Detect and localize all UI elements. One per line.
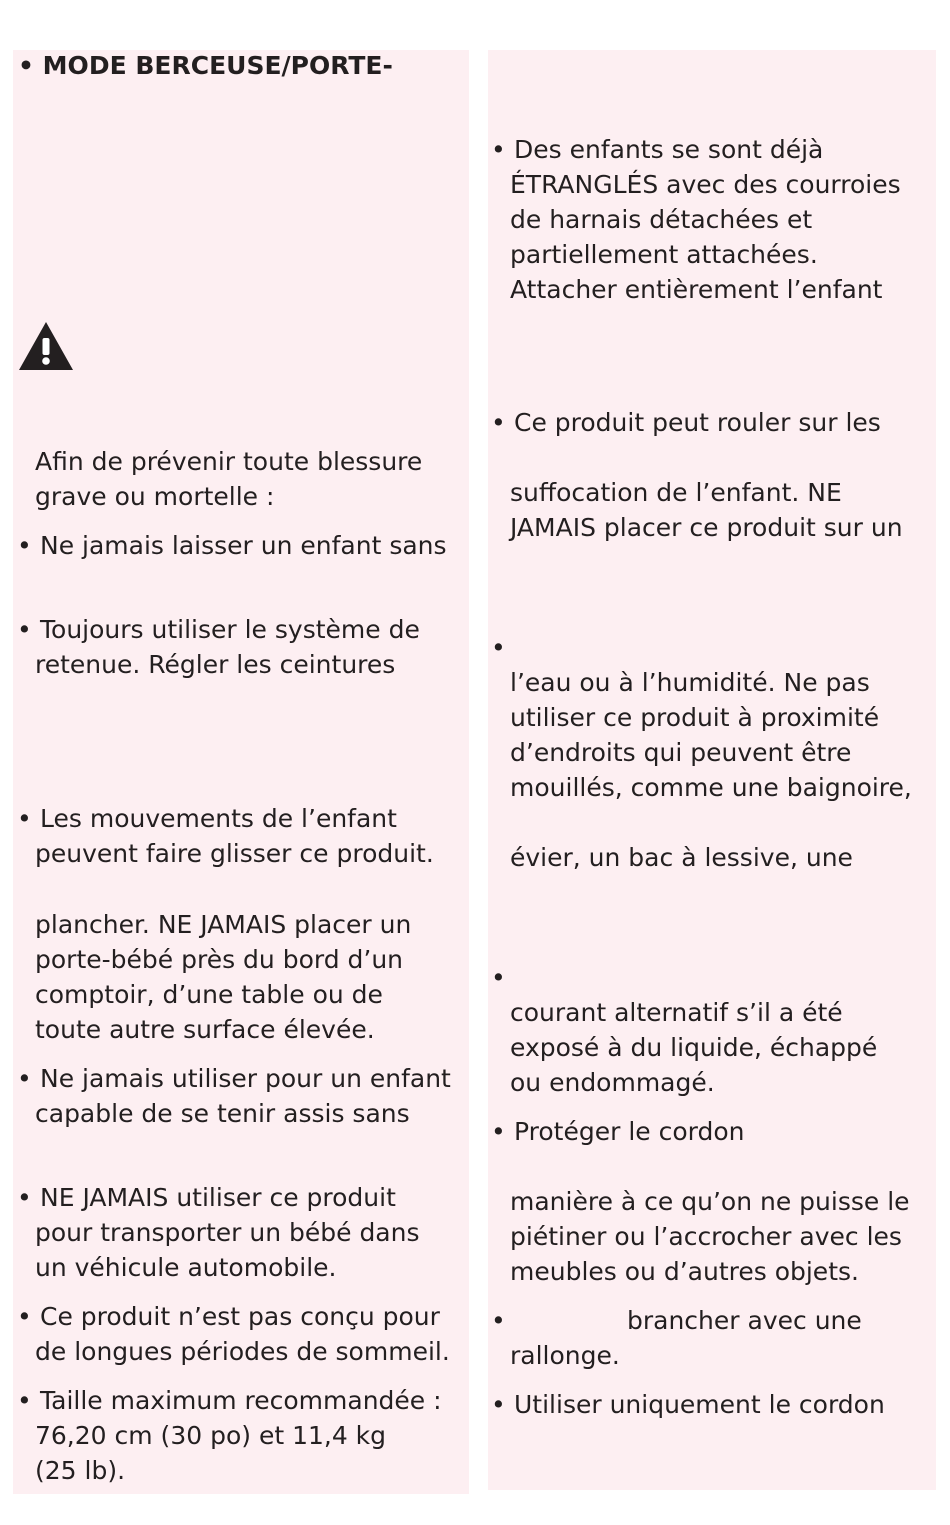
right-b4-cont-line-3: ou endommagé. [510, 1068, 715, 1097]
right-b1-line-2: ÉTRANGLÉS avec des courroies [510, 170, 901, 199]
left-b3-line-1: Les mouvements de l’enfant [40, 804, 397, 833]
right-b2-cont-line-1: suffocation de l’enfant. NE [510, 478, 842, 507]
right-b5-line-1: Protéger le cordon [514, 1117, 745, 1146]
left-b4-line-1: Ne jamais utiliser pour un enfant [40, 1064, 451, 1093]
right-b7-line-1: Utiliser uniquement le cordon [514, 1390, 885, 1419]
right-b3-cont2-line: évier, un bac à lessive, une [510, 843, 853, 872]
right-b1-line-5: Attacher entièrement l’enfant [510, 275, 883, 304]
right-b3-cont-line-4: mouillés, comme une baignoire, [510, 773, 912, 802]
right-b1-line-4: partiellement attachées. [510, 240, 818, 269]
left-b2-line-2: retenue. Régler les ceintures [35, 650, 396, 679]
bullet-dot: • [17, 615, 32, 644]
warning-triangle-icon [17, 320, 75, 372]
left-b7-line-1: Taille maximum recommandée : [40, 1386, 442, 1415]
right-b3-cont-line-3: d’endroits qui peuvent être [510, 738, 852, 767]
right-b6-cont-line: rallonge. [510, 1341, 620, 1370]
right-b1-line-3: de harnais détachées et [510, 205, 813, 234]
bullet-dot: • [17, 1183, 32, 1212]
section-heading: • MODE BERCEUSE/PORTE- [18, 51, 393, 80]
bullet-dot: • [491, 135, 506, 164]
left-b3-cont-line-3: comptoir, d’une table ou de [35, 980, 383, 1009]
left-b3-cont-line-2: porte-bébé près du bord d’un [35, 945, 404, 974]
bullet-dot: • [17, 1386, 32, 1415]
bullet-dot: • [17, 1302, 32, 1331]
left-b1-line-1: Ne jamais laisser un enfant sans [40, 531, 447, 560]
right-b3-cont-line-2: utiliser ce produit à proximité [510, 703, 880, 732]
left-b5-line-2: pour transporter un bébé dans [35, 1218, 420, 1247]
left-b3-cont-line-1: plancher. NE JAMAIS placer un [35, 910, 412, 939]
right-b3-cont-line-1: l’eau ou à l’humidité. Ne pas [510, 668, 870, 697]
bullet-dot: • [491, 633, 506, 662]
intro-line-2: grave ou mortelle : [35, 482, 275, 511]
left-b2-line-1: Toujours utiliser le système de [40, 615, 420, 644]
bullet-dot: • [491, 963, 506, 992]
left-b3-line-2: peuvent faire glisser ce produit. [35, 839, 434, 868]
right-b5-cont-line-3: meubles ou d’autres objets. [510, 1257, 859, 1286]
left-b3-cont-line-4: toute autre surface élevée. [35, 1015, 375, 1044]
right-b5-cont-line-1: manière à ce qu’on ne puisse le [510, 1187, 910, 1216]
right-b1-line-1: Des enfants se sont déjà [514, 135, 824, 164]
bullet-dot: • [491, 408, 506, 437]
left-b5-line-3: un véhicule automobile. [35, 1253, 337, 1282]
left-b7-line-3: (25 lb). [35, 1456, 126, 1485]
right-b2-line-1: Ce produit peut rouler sur les [514, 408, 881, 437]
right-b2-cont-line-2: JAMAIS placer ce produit sur un [510, 513, 903, 542]
bullet-dot: • [17, 531, 32, 560]
right-b6-line-1: brancher avec une [627, 1306, 862, 1335]
left-b5-line-1: NE JAMAIS utiliser ce produit [40, 1183, 396, 1212]
left-b6-line-2: de longues périodes de sommeil. [35, 1337, 450, 1366]
bullet-dot: • [17, 804, 32, 833]
bullet-dot: • [17, 1064, 32, 1093]
bullet-dot: • [491, 1117, 506, 1146]
left-b7-line-2: 76,20 cm (30 po) et 11,4 kg [35, 1421, 387, 1450]
right-b4-cont-line-1: courant alternatif s’il a été [510, 998, 843, 1027]
bullet-dot: • [491, 1306, 506, 1335]
left-b4-line-2: capable de se tenir assis sans [35, 1099, 410, 1128]
right-b5-cont-line-2: piétiner ou l’accrocher avec les [510, 1222, 902, 1251]
intro-line-1: Afin de prévenir toute blessure [35, 447, 423, 476]
left-b6-line-1: Ce produit n’est pas conçu pour [40, 1302, 440, 1331]
bullet-dot: • [491, 1390, 506, 1419]
right-b4-cont-line-2: exposé à du liquide, échappé [510, 1033, 878, 1062]
